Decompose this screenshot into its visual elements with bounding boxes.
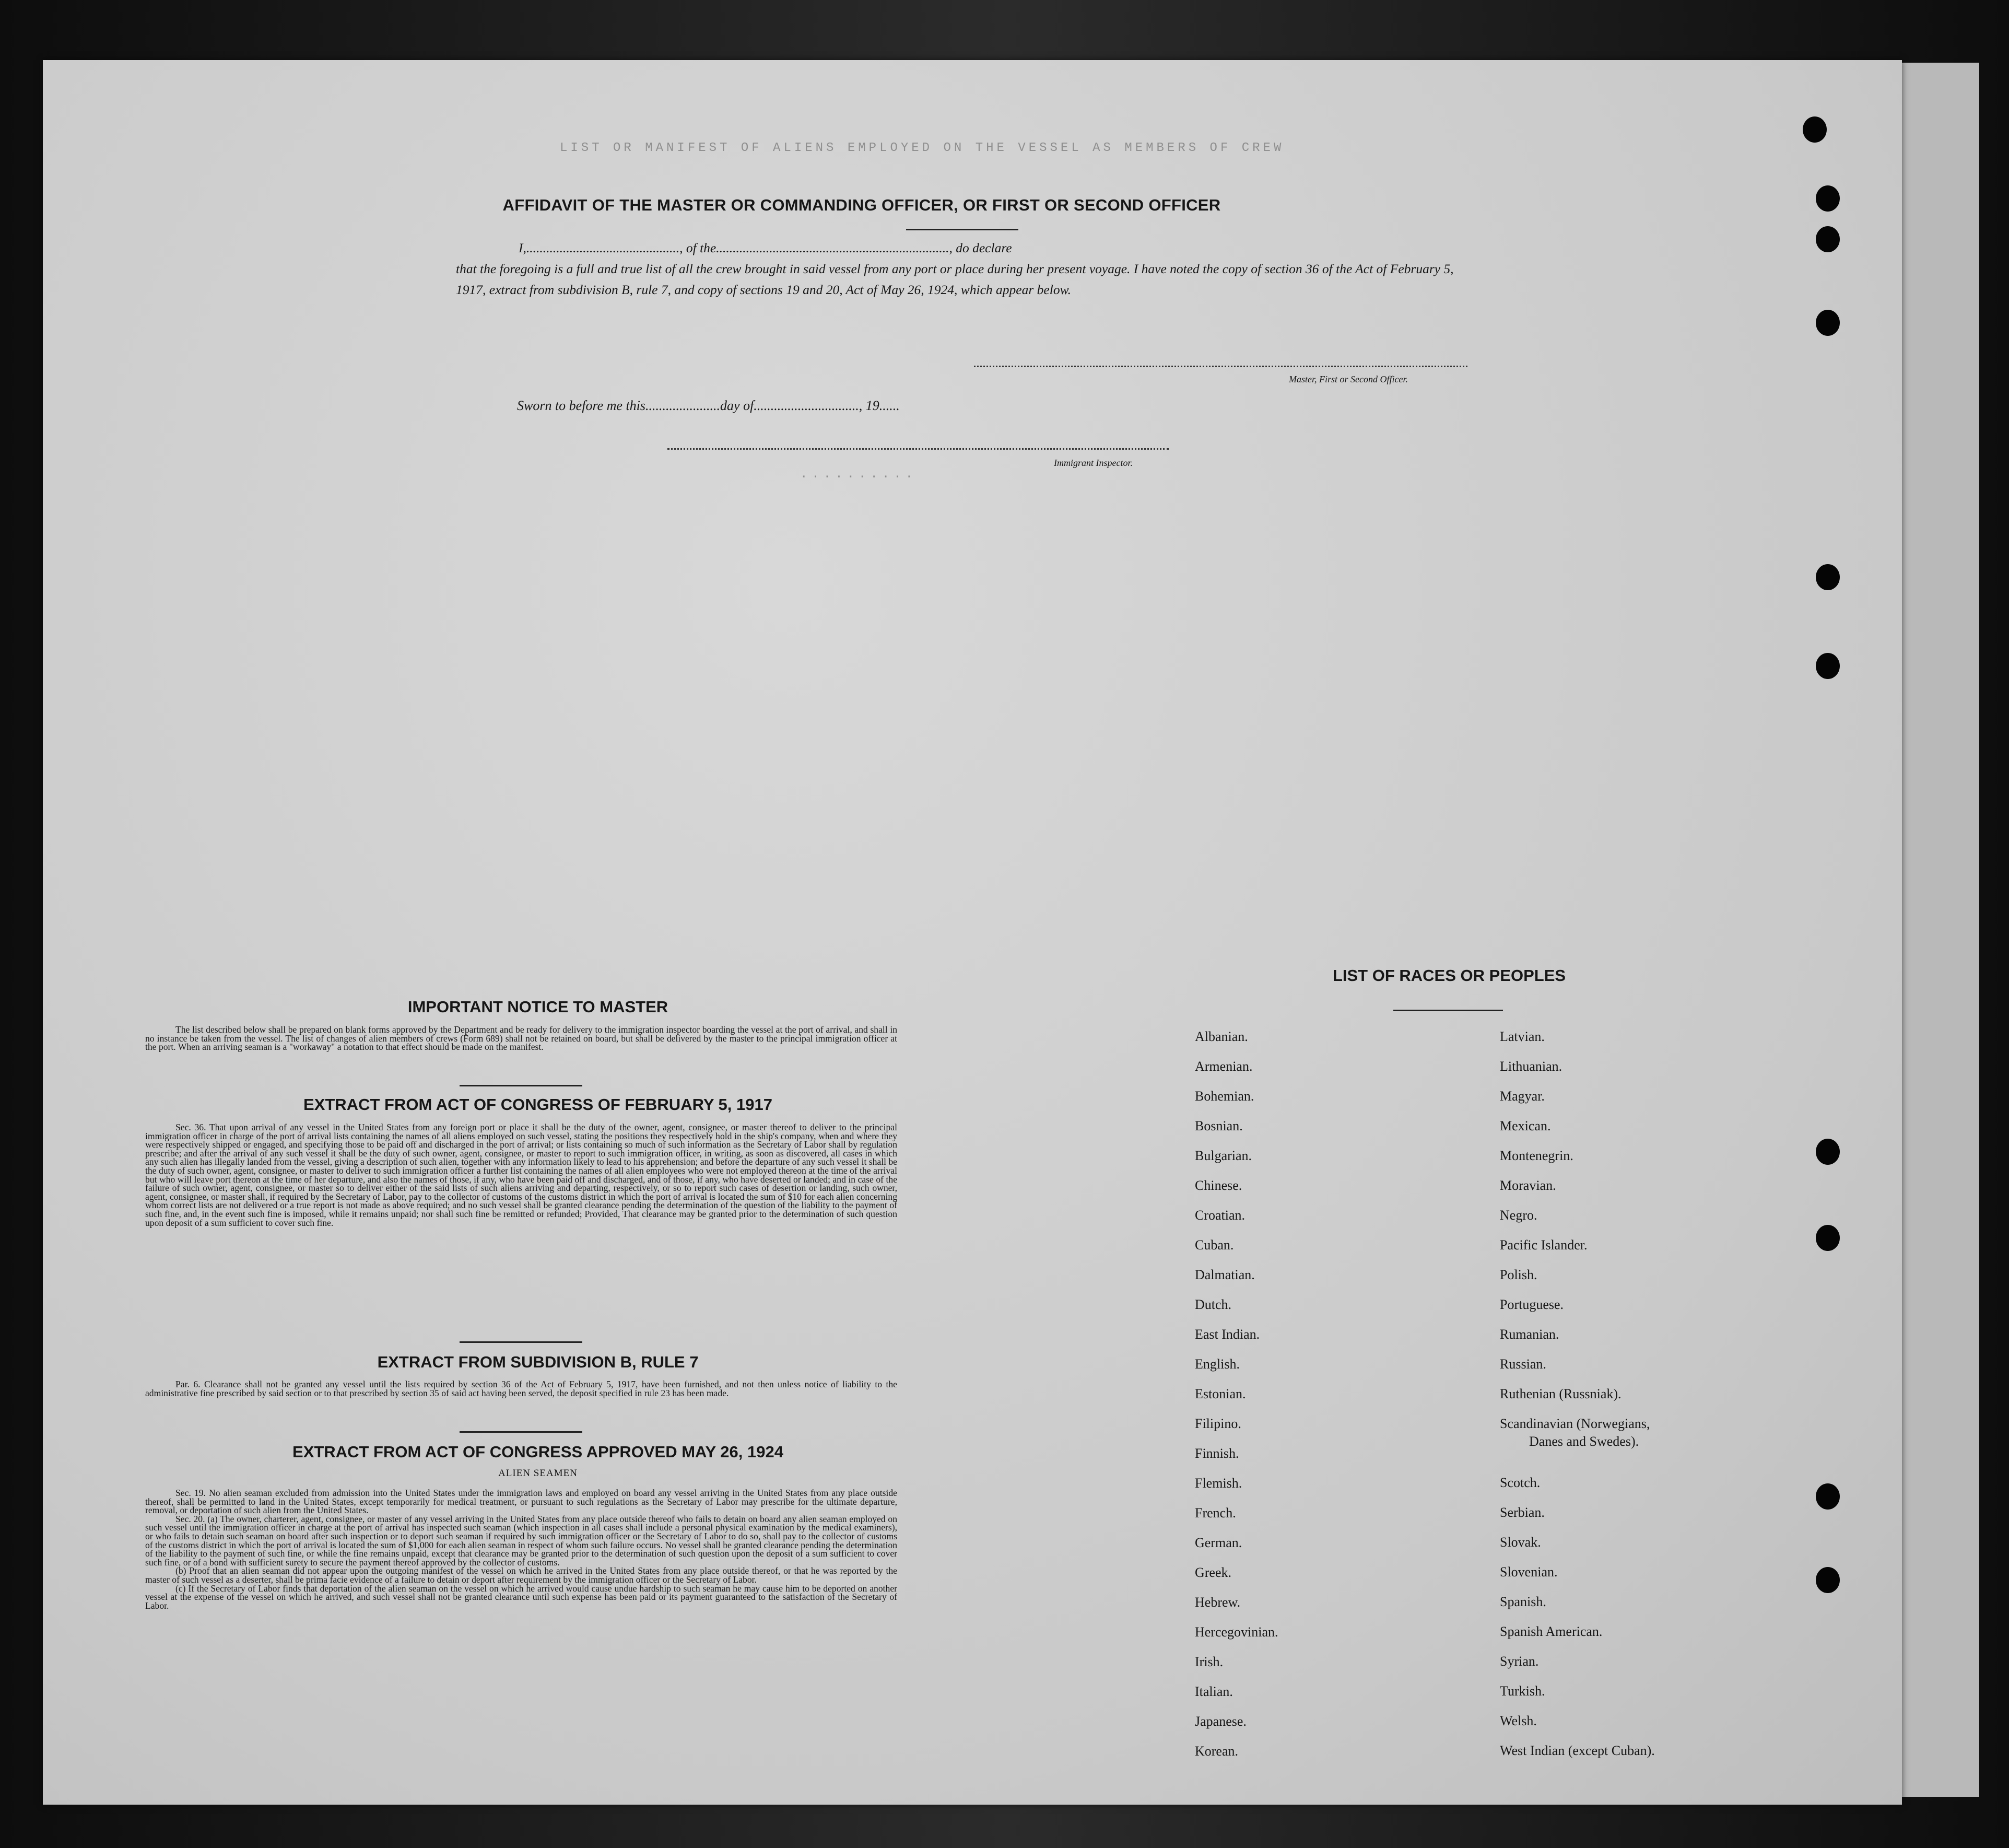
race-item: Dalmatian.	[1195, 1267, 1255, 1282]
declaration-text: that the foregoing is a full and true list of all the crew brought in said vessel from any port or place during her present voyage. I have noted the copy of section 36 of the Act of February 5, 1917, extract from subdivision B, rule 7, and copy of sections 19 and 20, Act of May 26, 1924, which appear below.	[456, 261, 1454, 297]
punch-hole	[1816, 1567, 1840, 1593]
race-item: Hercegovinian.	[1195, 1624, 1278, 1640]
race-item: Finnish.	[1195, 1446, 1239, 1461]
extract-rule7-title: EXTRACT FROM SUBDIVISION B, RULE 7	[377, 1353, 699, 1371]
notice-title: IMPORTANT NOTICE TO MASTER	[407, 998, 668, 1016]
inspector-signature-caption: Immigrant Inspector.	[1054, 458, 1133, 468]
race-item: Albanian.	[1195, 1029, 1248, 1044]
extract-1924-text	[145, 1489, 897, 1610]
race-item: German.	[1195, 1535, 1242, 1550]
punch-hole	[1816, 653, 1840, 679]
races-title: LIST OF RACES OR PEOPLES	[1332, 966, 1566, 985]
race-item: Negro.	[1500, 1208, 1537, 1223]
race-item: French.	[1195, 1505, 1236, 1520]
punch-hole	[1816, 226, 1840, 252]
race-item: Moravian.	[1500, 1178, 1556, 1193]
race-item: Pacific Islander.	[1500, 1237, 1588, 1253]
race-item: Spanish.	[1500, 1594, 1546, 1609]
race-item: Slovak.	[1500, 1535, 1541, 1550]
race-item: Estonian.	[1195, 1386, 1246, 1401]
race-item: Bulgarian.	[1195, 1148, 1252, 1163]
notice-paragraph: The list described below shall be prepared on blank forms approved by the Department and be ready for delivery to the immigration inspector boarding the vessel at the port of arrival, and shall in no instance be taken from the vessel. The list of changes of alien members of crews (Form 689) shall not be retained on board, but shall be delivered by the master to the principal immigration officer at the port. When an arriving seaman is a "workaway" a notation to that effect should be made on the manifest.	[145, 1024, 897, 1052]
race-item: Portuguese.	[1500, 1297, 1564, 1312]
race-item: Montenegrin.	[1500, 1148, 1573, 1163]
race-item: Bohemian.	[1195, 1089, 1254, 1104]
race-item: Scotch.	[1500, 1475, 1541, 1490]
race-item: Mexican.	[1500, 1118, 1551, 1133]
race-item: Slovenian.	[1500, 1564, 1558, 1580]
punch-hole	[1803, 116, 1827, 143]
race-item: Dutch.	[1195, 1297, 1232, 1312]
punch-hole	[1816, 1483, 1840, 1510]
affidavit-body	[456, 238, 1472, 300]
title-rule	[906, 229, 1018, 230]
race-item: Polish.	[1500, 1267, 1537, 1282]
par-6-paragraph: Par. 6. Clearance shall not be granted any vessel until the lists required by section 36 of the Act of February 5, 1917, have been furnished, and not then unless notice of liability to the administrative fine prescribed by said section or to that prescribed by section 35 of said act having been served, the deposit specified in rule 23 has been made.	[145, 1379, 897, 1398]
race-item: Flemish.	[1195, 1476, 1242, 1491]
race-item: Latvian.	[1500, 1029, 1545, 1044]
master-signature-line[interactable]	[974, 366, 1467, 367]
race-item: Korean.	[1195, 1744, 1239, 1759]
race-item: Filipino.	[1195, 1416, 1241, 1431]
race-item: Magyar.	[1500, 1089, 1545, 1104]
race-item: Rumanian.	[1500, 1327, 1559, 1342]
race-item: West Indian (except Cuban).	[1500, 1743, 1655, 1758]
sec-19-paragraph: Sec. 19. No alien seaman excluded from admission into the United States under the immigration laws and employed on board any vessel arriving in the United States from any place outside thereof, shall be permitted to land in the United States, except temporarily for medical treatment, or pursuant to such regulations as the Secretary of Labor may prescribe for the ultimate departure, removal, or deportation of such alien from the United States.	[145, 1488, 897, 1516]
punch-hole	[1816, 564, 1840, 590]
sec-20b-paragraph: (b) Proof that an alien seaman did not appear upon the outgoing manifest of the vessel on which he arrived in the United States from any place outside thereof, or that he was reported by the master of such vessel as a deserter, shall be prima facie evidence of a failure to detain or deport after requirement by the immigration officer or the Secretary of Labor.	[145, 1565, 897, 1585]
extract-1924-title: EXTRACT FROM ACT OF CONGRESS APPROVED MAY 26, 1924	[292, 1443, 783, 1461]
punch-hole	[1816, 1139, 1840, 1165]
alien-seamen-subtitle: ALIEN SEAMEN	[498, 1468, 578, 1479]
race-item: Croatian.	[1195, 1208, 1246, 1223]
extract-1917-text	[145, 1123, 897, 1227]
race-item: Scandinavian (Norwegians, Danes and Swedes).	[1500, 1416, 1650, 1449]
bleed-through-row: ..........	[800, 467, 918, 482]
sworn-date-line: Sworn to before me this......................day of..............................., 19......	[517, 398, 900, 413]
races-left-column	[1195, 1028, 1278, 1772]
race-item: Chinese.	[1195, 1178, 1242, 1193]
bleed-through-text: LIST OR MANIFEST OF ALIENS EMPLOYED ON THE VESSEL AS MEMBERS OF CREW	[560, 141, 1285, 155]
inspector-signature-line[interactable]	[667, 448, 1169, 450]
notice-text	[145, 1025, 897, 1051]
punch-hole	[1816, 185, 1840, 212]
punch-hole	[1816, 1225, 1840, 1251]
race-item: East Indian.	[1195, 1327, 1260, 1342]
race-item: Greek.	[1195, 1565, 1232, 1580]
extract-1917-title: EXTRACT FROM ACT OF CONGRESS OF FEBRUARY 5, 1917	[303, 1095, 772, 1114]
extract-rule7-text	[145, 1380, 897, 1397]
master-signature-caption: Master, First or Second Officer.	[1289, 374, 1408, 384]
race-item: Armenian.	[1195, 1059, 1253, 1074]
race-item: Serbian.	[1500, 1505, 1545, 1520]
race-item: Ruthenian (Russniak).	[1500, 1386, 1622, 1401]
section-rule	[460, 1341, 582, 1343]
race-item: Cuban.	[1195, 1237, 1234, 1253]
race-item: Hebrew.	[1195, 1595, 1241, 1610]
race-item: Bosnian.	[1195, 1118, 1243, 1133]
race-item: Italian.	[1195, 1684, 1233, 1699]
punch-hole	[1816, 310, 1840, 336]
sec-20c-paragraph: (c) If the Secretary of Labor finds that deportation of the alien seaman on the vessel on which he arrived would cause undue hardship to such seaman he may cause him to be deported on another vessel at the expense of the vessel on which he arrived, and such vessel shall not be granted clearance until such expense has been paid or its payment guaranteed to the satisfaction of the Secretary of Labor.	[145, 1583, 897, 1611]
race-item: Turkish.	[1500, 1683, 1545, 1699]
race-item: Welsh.	[1500, 1713, 1537, 1728]
races-title-rule	[1393, 1010, 1503, 1011]
race-item: Russian.	[1500, 1356, 1546, 1372]
section-36-paragraph: Sec. 36. That upon arrival of any vessel in the United States from any foreign port or place it shall be the duty of the owner, agent, consignee, or master thereof to deliver to the principal immigration officer in charge of the port of arrival lists containing the names of all aliens employed on such vessel, stating the positions they respectively hold in the ship's company, when and where they were respectively shipped or engaged, and specifying those to be paid off and discharged in the port of arrival; or lists containing so much of such information as the Secretary of Labor shall by regulation prescribe; and after the arrival of any such vessel it shall be the duty of such owner, agent, consignee, or master to report to such immigration officer, in writing, as soon as discovered, all cases in which any such alien has illegally landed from the vessel, giving a description of such alien, together with any information likely to lead to his apprehension; and before the departure of any such vessel it shall be the duty of such owner, agent, consignee, or master to deliver to such immigration officer a further list containing the names of all alien employees who were not employed thereon at the time of the arrival but who will leave port thereon at the time of her departure, and also the names of those, if any, who have been paid off and discharged, and of those, if any, who have deserted or landed; and in case of the failure of such owner, agent, consignee, or master so to deliver either of the said lists of such aliens arriving and departing, respectively, or so to report such cases of desertion or landing, such owner, agent, consignee, or master shall, if required by the Secretary of Labor, pay to the collector of customs of the customs district in which the port of arrival is located the sum of $10 for each alien concerning whom correct lists are not delivered or a true report is not made as above required; and no such vessel shall be granted clearance pending the determination of the question of the liability to the payment of such fine, and, in the event such fine is imposed, while it remains unpaid; nor shall such fine be remitted or refunded; Provided, That clearance may be granted prior to the determination of such question upon deposit of a sum sufficient to cover such fine.	[145, 1122, 897, 1228]
race-item: Spanish American.	[1500, 1624, 1603, 1639]
race-item: Syrian.	[1500, 1654, 1539, 1669]
race-item: Lithuanian.	[1500, 1059, 1562, 1074]
race-item: Japanese.	[1195, 1714, 1247, 1729]
affidavit-title: AFFIDAVIT OF THE MASTER OR COMMANDING OFFICER, OR FIRST OR SECOND OFFICER	[502, 196, 1221, 214]
races-right-column	[1500, 1028, 1655, 1772]
race-item: English.	[1195, 1356, 1240, 1372]
sec-20a-paragraph: Sec. 20. (a) The owner, charterer, agent, consignee, or master of any vessel arriving in the United States from any place outside thereof who fails to detain on board any alien seaman employed on such vessel until the immigration officer in charge at the port of arrival has inspected such seaman (which inspection in all cases shall include a personal physical examination by the medical examiners), or who fails to detain such seaman on board after such inspection or to deport such seaman if required by such immigration officer or the Secretary of Labor to do so, shall pay to the collector of customs of the customs district in which the port of arrival is located the sum of $1,000 for each alien seaman in respect of whom such failure occurs. No vessel shall be granted clearance pending the determination of the liability to the payment of such fine, or while the fine remains unpaid, except that clearance may be granted prior to the determination of such question upon the deposit of a sum sufficient to cover such fine, or of a bond with sufficient surety to secure the payment thereof approved by the collector of customs.	[145, 1513, 897, 1568]
section-rule	[460, 1431, 582, 1433]
race-item: Irish.	[1195, 1654, 1224, 1669]
section-rule	[460, 1085, 582, 1086]
declaration-line: I,.............................................., of the......................................................................, do declare	[519, 240, 1012, 255]
